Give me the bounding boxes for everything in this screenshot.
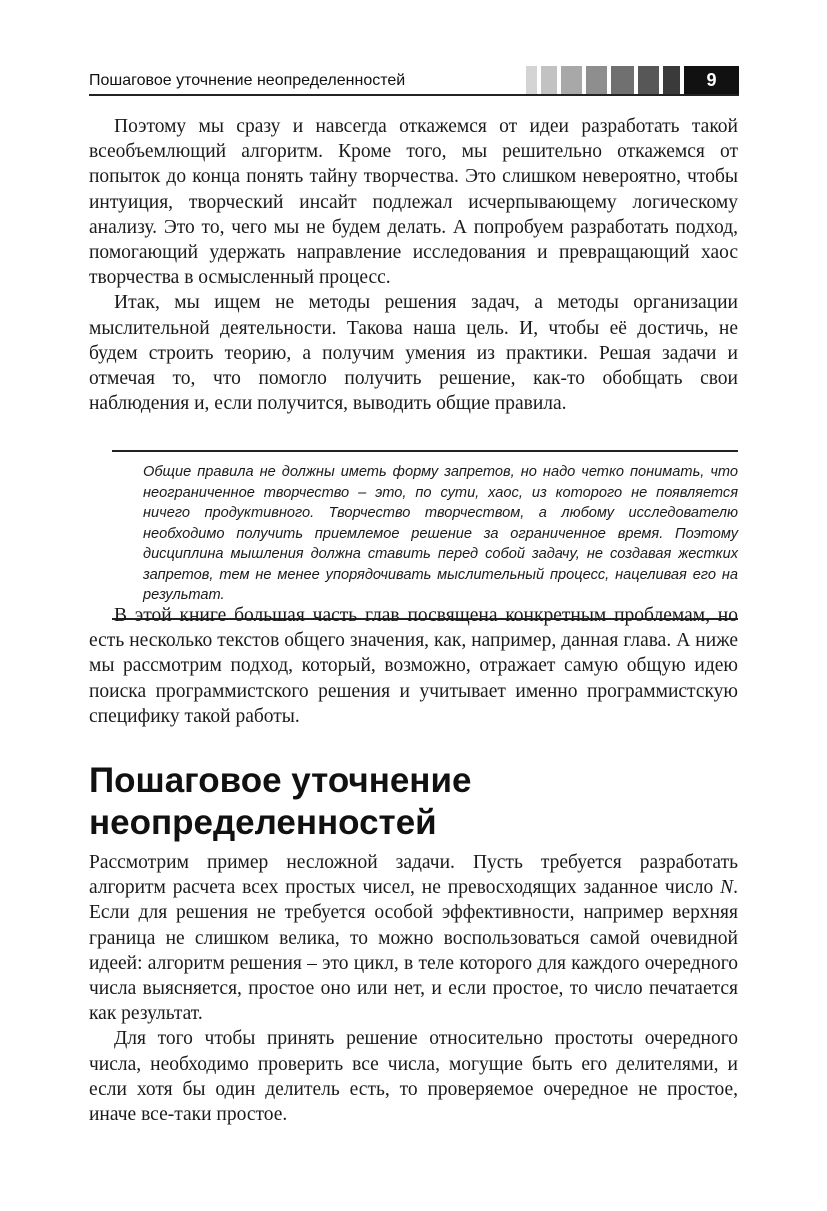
variable-n: N xyxy=(720,877,734,899)
note-text: Общие правила не должны иметь форму запретов, но надо четко понимать, что неограниченное творчество – это, по сути, хаос, из которого не появляется ничего продуктивного. Творчество творчеством, а любому исследователю необходимо получить приемлемое решение за ограниченное время. Поэтому дисциплина мышления должна ставить перед собой задачу, не создавая жестких запретов, тем не менее упорядочивать мыслительный процесс, нацеливая его на результат. xyxy=(143,464,738,603)
text-run: . Если для решения не требуется особой эффективности, например верхняя граница не слишком велика, то можно воспользоваться самой очевидной идеей: алгоритм решения – это цикл, в теле которого для каждого очередного числа выясняется, простое оно или нет, и если простое, то число печатается как результат. xyxy=(89,877,738,1025)
section-heading-line: Пошаговое уточнение xyxy=(89,761,472,800)
mid-text xyxy=(89,603,738,729)
paragraph xyxy=(89,850,738,1026)
page-bar-segment xyxy=(663,66,680,94)
running-header xyxy=(89,66,739,96)
paragraph: Поэтому мы сразу и навсегда откажемся от идеи разработать такой всеобъемлющий алгоритм. Кроме того, мы решительно откажемся от попыток до конца понять тайну творчества. Это слишком невероятно, чтобы интуиция, творческий инсайт подлежал исчерпывающему логическому анализу. Это то, чего мы не будем делать. А попробуем разработать подход, помогающий удержать направление исследования и превращающий хаос творчества в осмысленный процесс. xyxy=(89,116,738,289)
section-heading-line: неопределенностей xyxy=(89,803,437,842)
page-bar-segment xyxy=(586,66,607,94)
note-box xyxy=(112,450,738,620)
paragraph: Для того чтобы принять решение относительно простоты очередного числа, необходимо проверить все числа, могущие быть его делителями, и если хотя бы один делитель есть, то проверяемое очередное не простое, иначе все-таки простое. xyxy=(89,1028,738,1126)
paragraph: Итак, мы ищем не методы решения задач, а методы организации мыслительной деятельности. Такова наша цель. И, чтобы её достичь, не будем строить теорию, а получим умения из практики. Решая задачи и отмечая то, что помогло получить решение, как-то обобщать свои наблюдения и, если получится, выводить общие правила. xyxy=(89,292,738,415)
page-bar-segment xyxy=(561,66,582,94)
paragraph: В этой книге большая часть глав посвящена конкретным проблемам, но есть несколько текстов общего значения, как, например, данная глава. А ниже мы рассмотрим подход, который, возможно, отражает самую общую идею поиска программистского решения и учитывает именно программистскую специфику такой работы. xyxy=(89,605,738,727)
intro-text xyxy=(89,114,738,416)
page-bar-segment xyxy=(526,66,537,94)
page-bar-segment xyxy=(611,66,634,94)
section-heading xyxy=(89,760,738,844)
page-bar-segment xyxy=(638,66,659,94)
section-text xyxy=(89,850,738,1127)
running-title: Пошаговое уточнение неопределенностей xyxy=(89,72,406,89)
text-run: Рассмотрим пример несложной задачи. Пусть требуется разработать алгоритм расчета всех простых чисел, не превосходящих заданное число xyxy=(89,852,738,899)
page-number: 9 xyxy=(684,66,739,94)
header-rule xyxy=(89,94,739,96)
page-bar-segment xyxy=(541,66,557,94)
